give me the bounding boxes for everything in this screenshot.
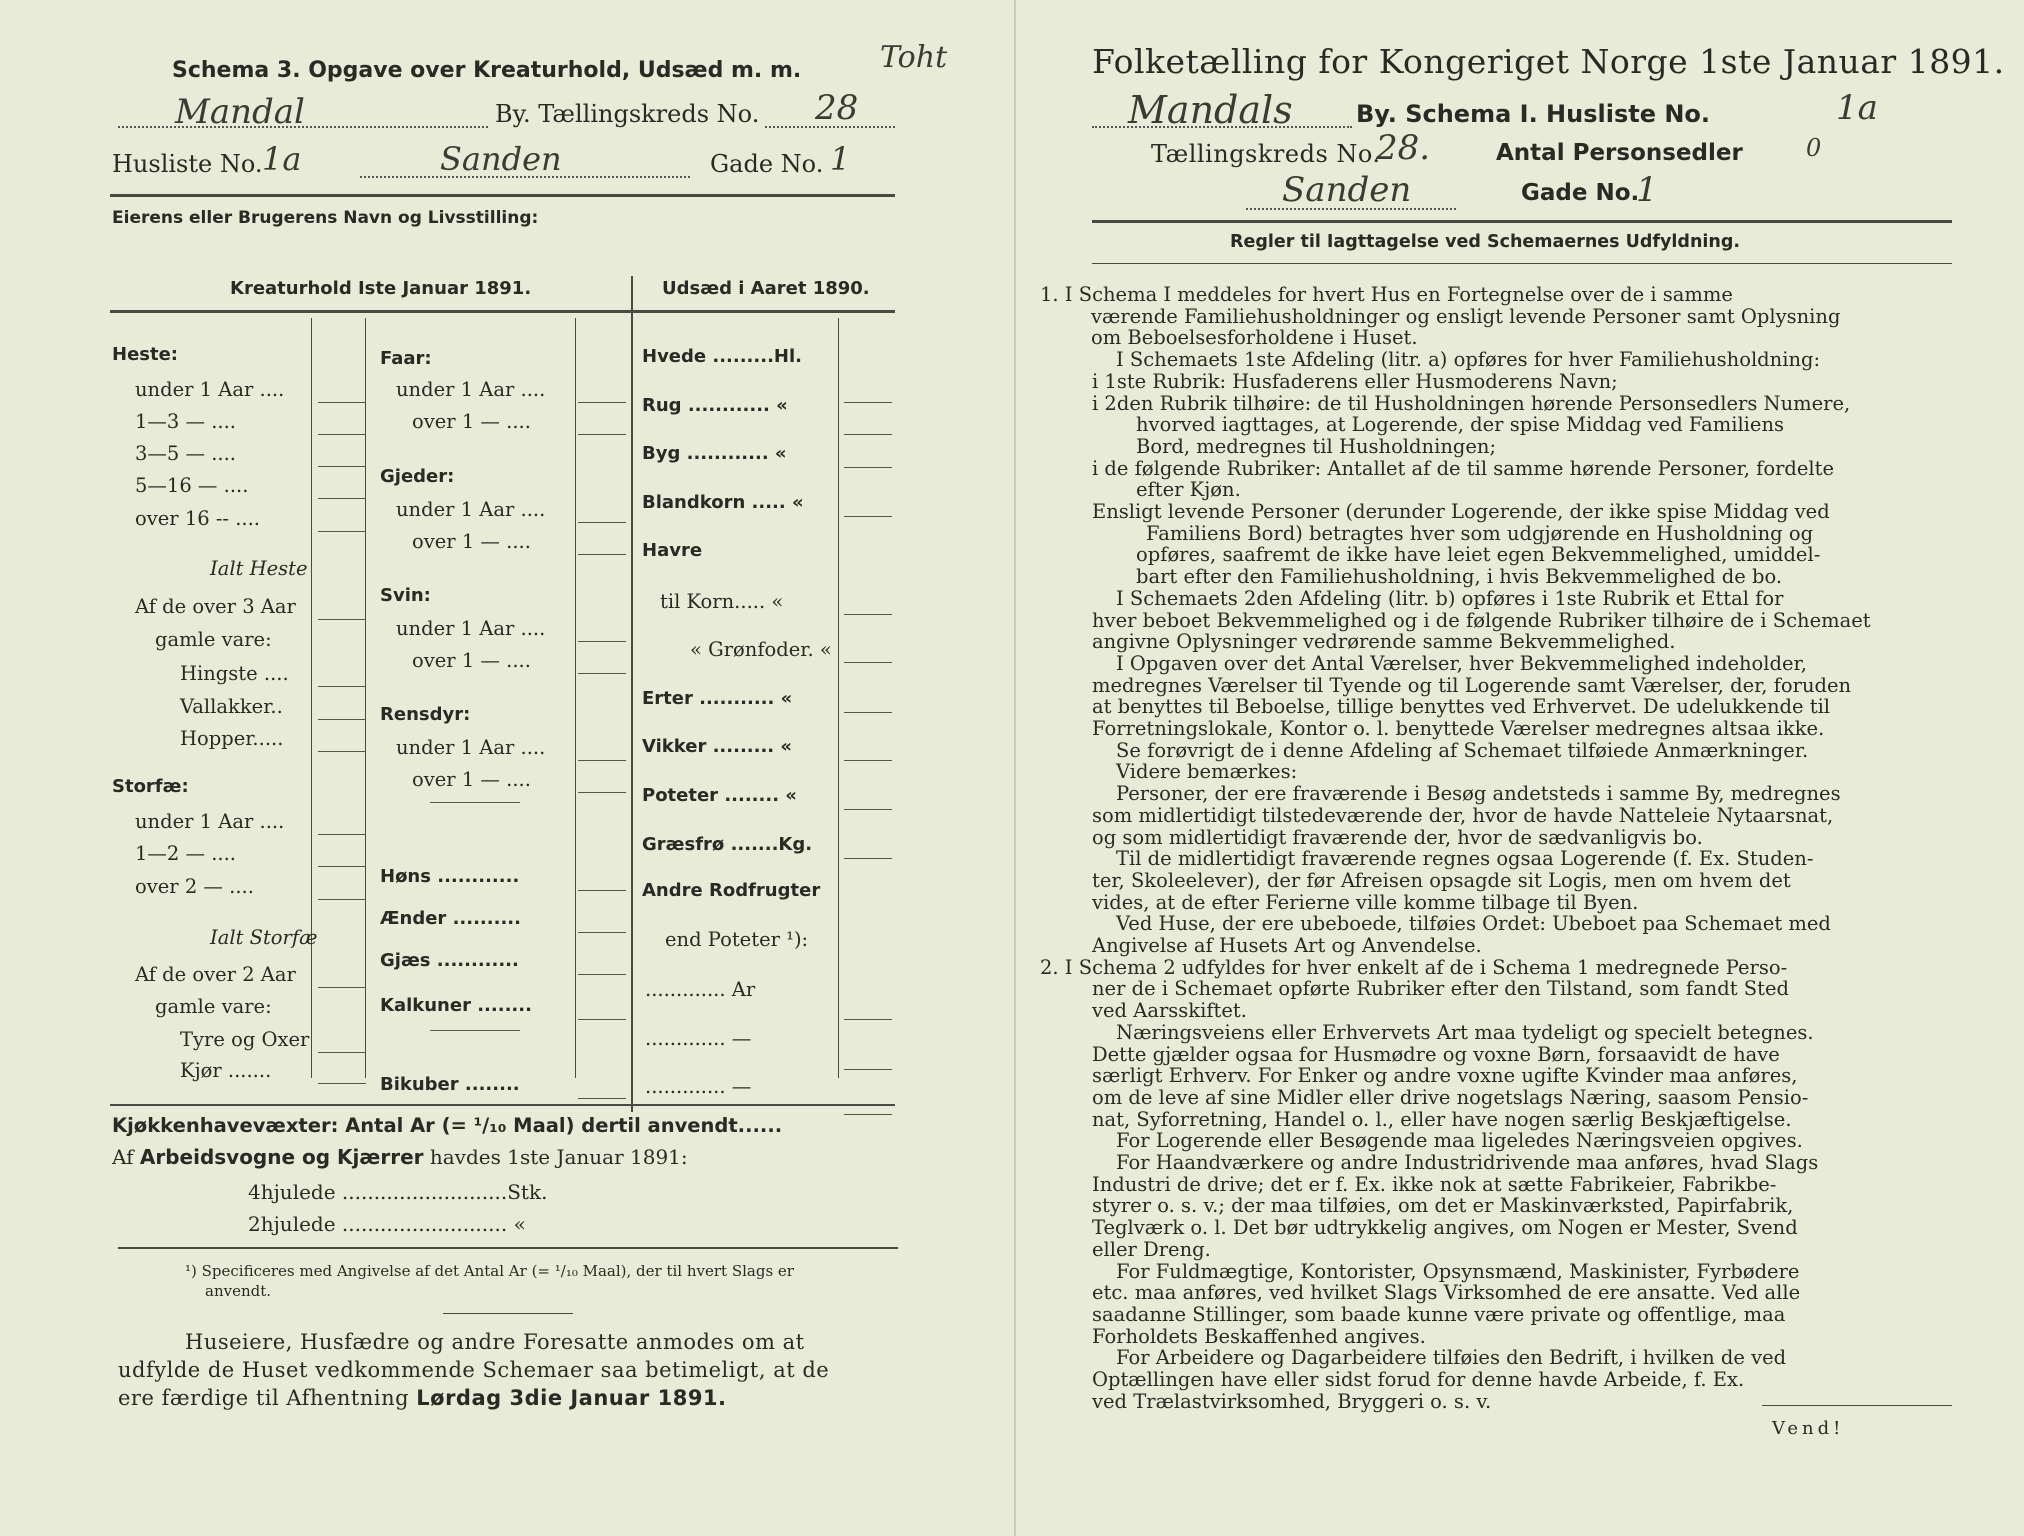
col2-row: Svin: <box>380 585 431 606</box>
rules-line: saadanne Stillinger, som baade kunne være private og offentlige, maa <box>1092 1302 1786 1326</box>
col1-row: Af de over 2 Aar <box>135 963 296 986</box>
street-handwritten[interactable]: Sanden <box>1282 170 1412 210</box>
rules-line: Personer, der ere fraværende i Besøg andetsteds i samme By, medregnes <box>1116 782 1841 806</box>
col2-row: Gjeder: <box>380 466 455 487</box>
col2-row: Ænder .......... <box>380 908 521 929</box>
col1-row: Heste: <box>112 344 178 365</box>
by-handwritten[interactable]: Mandals <box>1128 88 1293 132</box>
schema1-line: By. Schema I. Husliste No. <box>1356 100 1711 128</box>
rules-line: om Beboelsesforholdene i Huset. <box>1091 326 1418 350</box>
col2-row: Kalkuner ........ <box>380 995 532 1016</box>
husliste-handwritten[interactable]: 1a <box>262 140 302 178</box>
col1-row: Ialt Heste <box>210 557 308 580</box>
kreds-handwritten[interactable]: 28 <box>815 88 859 128</box>
col2-row: over 1 — .... <box>412 649 531 672</box>
footnote-line-2: anvendt. <box>205 1282 272 1300</box>
rules-line: Optællingen have eller sidst forud for denne havde Arbeide, f. Ex. <box>1092 1368 1745 1391</box>
rules-line: For Haandværkere og andre Industridrivende maa anføres, hvad Slags <box>1116 1151 1819 1174</box>
col1-row: over 2 — .... <box>135 875 254 898</box>
gade-label: Gade No. <box>710 150 824 178</box>
header-rule <box>1092 220 1952 223</box>
rules-line: 1. I Schema I meddeles for hvert Hus en Fortegnelse over de i samme <box>1040 283 1733 306</box>
col3-row: ............. Ar <box>645 978 756 1001</box>
col1-row: Vallakker.. <box>180 695 283 718</box>
rules-line: Industri de drive; det er f. Ex. ikke nok at sætte Fabrikeier, Fabrikbe- <box>1092 1172 1777 1196</box>
tellingskreds-label: Tællingskreds No. <box>1151 140 1381 168</box>
col3-row: « Grønfoder. « <box>690 638 832 661</box>
rules-line: etc. maa anføres, ved hvilket Slags Virksomhed de ere ansatte. Ved alle <box>1092 1281 1801 1305</box>
rules-line: hvorved iagttages, at Logerende, der spise Middag ved Familiens <box>1136 413 1785 437</box>
eier-label: Eierens eller Brugerens Navn og Livsstilling: <box>112 208 539 228</box>
col3-row: Byg ............ « <box>642 443 787 464</box>
col2-row: Gjæs ............ <box>380 950 519 971</box>
col1-row: Storfæ: <box>112 776 189 797</box>
col3-row: end Poteter ¹): <box>665 928 809 951</box>
rules-line: særligt Erhverv. For Enker og andre voxne ugifte Kvinder maa anføres, <box>1092 1064 1798 1088</box>
col3-row: Andre Rodfrugter <box>642 880 821 901</box>
rules-line: Familiens Bord) betragtes hver som udgjørende en Husholdning og <box>1146 521 1814 545</box>
street-handwritten[interactable]: Sanden <box>440 140 562 178</box>
closing-line-3: ere færdige til Afhentning Lørdag 3die Januar 1891. <box>118 1386 727 1410</box>
rules-line: Ensligt levende Personer (derunder Logerende, der ikke spise Middag ved <box>1092 500 1830 523</box>
rules-line: Videre bemærkes: <box>1116 760 1298 784</box>
col1-row: 1—2 — .... <box>135 842 237 865</box>
col2-row: over 1 — .... <box>412 530 531 553</box>
rules-line: efter Kjøn. <box>1136 478 1241 502</box>
col1-row: 3—5 — .... <box>135 442 237 465</box>
rules-line: i de følgende Rubriker: Antallet af de til samme hørende Personer, fordelte <box>1092 456 1835 480</box>
kreaturhold-header: Kreaturhold Iste Januar 1891. <box>230 278 532 299</box>
col2-row: over 1 — .... <box>412 410 531 433</box>
closing-line-2: udfylde de Huset vedkommende Schemaer saa betimeligt, at de <box>118 1358 830 1382</box>
rules-line: For Arbeidere og Dagarbeidere tilføies den Bedrift, i hvilken de ved <box>1116 1346 1787 1370</box>
udsaed-header: Udsæd i Aaret 1890. <box>662 278 870 299</box>
rules-line: opføres, saafremt de ikke have leiet egen Bekvemmelighed, umiddel- <box>1136 543 1821 567</box>
col3-row: Vikker ......... « <box>642 736 793 757</box>
col3-row: Hvede .........Hl. <box>642 346 802 367</box>
kjokkenhave-line: Kjøkkenhavevæxter: Antal Ar (= ¹/₁₀ Maal) dertil anvendt...... <box>112 1114 783 1137</box>
col3-row: ............. — <box>645 1027 752 1050</box>
col3-row: Erter ........... « <box>642 688 793 709</box>
vend-label: Vend! <box>1772 1418 1845 1439</box>
census-title: Folketælling for Kongeriget Norge 1ste Januar 1891. <box>1092 42 2005 81</box>
antal-handwritten[interactable]: 0 <box>1806 134 1822 162</box>
gade-handwritten[interactable]: 1 <box>1636 170 1658 210</box>
two-wheeled-line: 2hjulede .......................... « <box>248 1212 526 1236</box>
table-bottom-rule <box>110 1104 895 1106</box>
rules-line: og som midlertidigt fraværende der, hvor de sædvanligvis bo. <box>1092 825 1703 849</box>
table-top-rule <box>110 310 895 313</box>
col3-row: Poteter ........ « <box>642 785 797 806</box>
rules-line: I Schemaets 2den Afdeling (litr. b) opføres i 1ste Rubrik et Ettal for <box>1116 586 1784 610</box>
col1-row: gamle vare: <box>155 995 272 1018</box>
col1-row: Kjør ....... <box>180 1059 272 1082</box>
schema3-title: Schema 3. Opgave over Kreaturhold, Udsæd m. m. <box>172 58 802 83</box>
rules-line: værende Familiehusholdninger og ensligt levende Personer samt Oplysning <box>1091 304 1841 328</box>
footnote-line-1: ¹) Specificeres med Angivelse af det Antal Ar (= ¹/₁₀ Maal), der til hvert Slags er <box>185 1262 794 1280</box>
kreds-handwritten[interactable]: 28. <box>1376 128 1431 168</box>
rules-line: Bord, medregnes til Husholdningen; <box>1136 434 1497 458</box>
gade-handwritten[interactable]: 1 <box>830 140 851 178</box>
rules-line: Se forøvrigt de i denne Afdeling af Schemaet tilføiede Anmærkninger. <box>1116 738 1809 762</box>
section-divider <box>631 276 633 1112</box>
col2-row: under 1 Aar .... <box>396 498 546 521</box>
rules-line: angivne Oplysninger vedrørende samme Bekvemmelighed. <box>1092 630 1676 654</box>
col3-row: til Korn..... « <box>660 590 784 613</box>
rules-line: Næringsveiens eller Erhvervets Art maa tydeligt og specielt betegnes. <box>1116 1020 1814 1044</box>
husliste-label: Husliste No. <box>112 150 263 178</box>
header-rule <box>110 194 895 197</box>
rules-line: I Opgaven over det Antal Værelser, hver Bekvemmelighed indeholder, <box>1116 651 1807 675</box>
closing-line-1: Huseiere, Husfædre og andre Foresatte anmodes om at <box>185 1330 805 1354</box>
rules-line: at benyttes til Beboelse, tillige benyttes ved Erhvervet. De udelukkende til <box>1092 695 1831 719</box>
regler-title: Regler til Iagttagelse ved Schemaernes Udfyldning. <box>1230 232 1741 252</box>
rules-line: i 2den Rubrik tilhøire: de til Husholdningen hørende Personsedlers Numere, <box>1092 391 1851 415</box>
rules-line: Angivelse af Husets Art og Anvendelse. <box>1092 934 1482 957</box>
col2-row: under 1 Aar .... <box>396 736 546 759</box>
col3-row: Rug ............ « <box>642 395 788 416</box>
rules-line: vides, at de efter Ferierne ville komme tilbage til Byen. <box>1092 890 1639 914</box>
rules-line: i 1ste Rubrik: Husfaderens eller Husmoderens Navn; <box>1092 369 1618 393</box>
col3-row: Blandkorn ..... « <box>642 492 804 513</box>
rules-line: Ved Huse, der ere ubeboede, tilføies Ordet: Ubeboet paa Schemaet med <box>1116 912 1831 936</box>
col3-row: ............. — <box>645 1075 752 1098</box>
rules-line: bart efter den Familiehusholdning, i hvis Bekvemmelighed de bo. <box>1136 565 1783 589</box>
col2-row: Høns ............ <box>380 866 520 887</box>
rules-line: som midlertidigt tilstedeværende der, hvor de havde Natteleie Nytaarsnat, <box>1092 803 1834 827</box>
rules-line: om de leve af sine Midler eller drive nogetslags Næring, saasom Pensio- <box>1092 1085 1809 1109</box>
rules-line: 2. I Schema 2 udfyldes for hver enkelt af de i Schema 1 medregnede Perso- <box>1040 955 1788 979</box>
rules-line: ved Trælastvirksomhed, Bryggeri o. s. v. <box>1092 1389 1492 1413</box>
rules-line: ner de i Schemaet opførte Rubriker efter den Tilstand, som fandt Sted <box>1092 977 1789 1001</box>
husliste-handwritten[interactable]: 1a <box>1836 88 1878 128</box>
tellingskreds-label: By. Tællingskreds No. <box>495 100 760 128</box>
rules-line: Teglværk o. l. Det bør udtrykkelig angives, om Nogen er Mester, Svend <box>1092 1216 1798 1240</box>
col1-row: Ialt Storfæ <box>210 926 318 949</box>
col1-row: Hingste .... <box>180 662 289 685</box>
rules-line: Til de midlertidigt fraværende regnes ogsaa Logerende (f. Ex. Studen- <box>1116 847 1814 871</box>
rules-line: For Logerende eller Besøgende maa ligeledes Næringsveien opgives. <box>1116 1129 1803 1153</box>
col1-row: under 1 Aar .... <box>135 378 285 401</box>
rules-line: styrer o. s. v.; der maa tilføies, om det er Maskinværksted, Papirfabrik, <box>1092 1194 1794 1218</box>
antal-label: Antal Personsedler <box>1496 140 1743 166</box>
col2-row: Rensdyr: <box>380 704 471 725</box>
col1-row: Hopper..... <box>180 727 284 750</box>
rules-line: eller Dreng. <box>1092 1237 1211 1261</box>
rules-line: I Schemaets 1ste Afdeling (litr. a) opføres for hver Familiehusholdning: <box>1116 348 1821 372</box>
rules-line: Forretningslokale, Kontor o. l. benyttede Værelser medregnes altsaa ikke. <box>1092 717 1825 740</box>
col1-row: 1—3 — .... <box>135 410 237 433</box>
col2-row: Faar: <box>380 348 432 369</box>
col1-row: gamle vare: <box>155 628 272 651</box>
rules-line: For Fuldmægtige, Kontorister, Opsynsmænd, Maskinister, Fyrbødere <box>1116 1259 1800 1283</box>
rules-line: Forholdets Beskaffenhed angives. <box>1092 1324 1426 1348</box>
four-wheeled-line: 4hjulede ..........................Stk. <box>248 1180 548 1204</box>
col3-row: Havre <box>642 540 703 561</box>
rules-line: medregnes Værelser til Tyende og til Logerende samt Værelser, der, foruden <box>1092 673 1852 697</box>
col2-row: Bikuber ........ <box>380 1074 520 1095</box>
rules-line: hver beboet Bekvemmelighed og i de følgende Rubriker tilhøire de i Schemaet <box>1092 608 1871 632</box>
gade-label: Gade No. <box>1521 180 1640 206</box>
rules-line: ved Aarsskiftet. <box>1092 999 1247 1023</box>
col2-row: over 1 — .... <box>412 768 531 791</box>
rules-line: ter, Skoleelever), der før Afreisen opsagde sit Logis, men om hvem det <box>1092 868 1791 892</box>
col2-row: under 1 Aar .... <box>396 378 546 401</box>
col3-row: Græsfrø .......Kg. <box>642 834 813 855</box>
by-handwritten[interactable]: Mandal <box>175 92 305 132</box>
col2-row: under 1 Aar .... <box>396 617 546 640</box>
rules-line: Dette gjælder ogsaa for Husmødre og voxne Børn, forsaavidt de have <box>1092 1042 1780 1066</box>
col1-row: 5—16 — .... <box>135 474 249 497</box>
col1-row: over 16 -- .... <box>135 507 260 530</box>
col1-row: Af de over 3 Aar <box>135 595 296 618</box>
right-page-schema-1 <box>1016 0 2024 1536</box>
rules-line: nat, Syforretning, Handel o. l., eller have nogen særlig Beskjæftigelse. <box>1092 1107 1792 1131</box>
col1-row: under 1 Aar .... <box>135 810 285 833</box>
arbeidsvogne-line: Af Arbeidsvogne og Kjærrer havdes 1ste Januar 1891: <box>112 1145 688 1169</box>
handwritten-mark: Toht <box>880 40 948 75</box>
col1-row: Tyre og Oxer <box>180 1028 310 1051</box>
